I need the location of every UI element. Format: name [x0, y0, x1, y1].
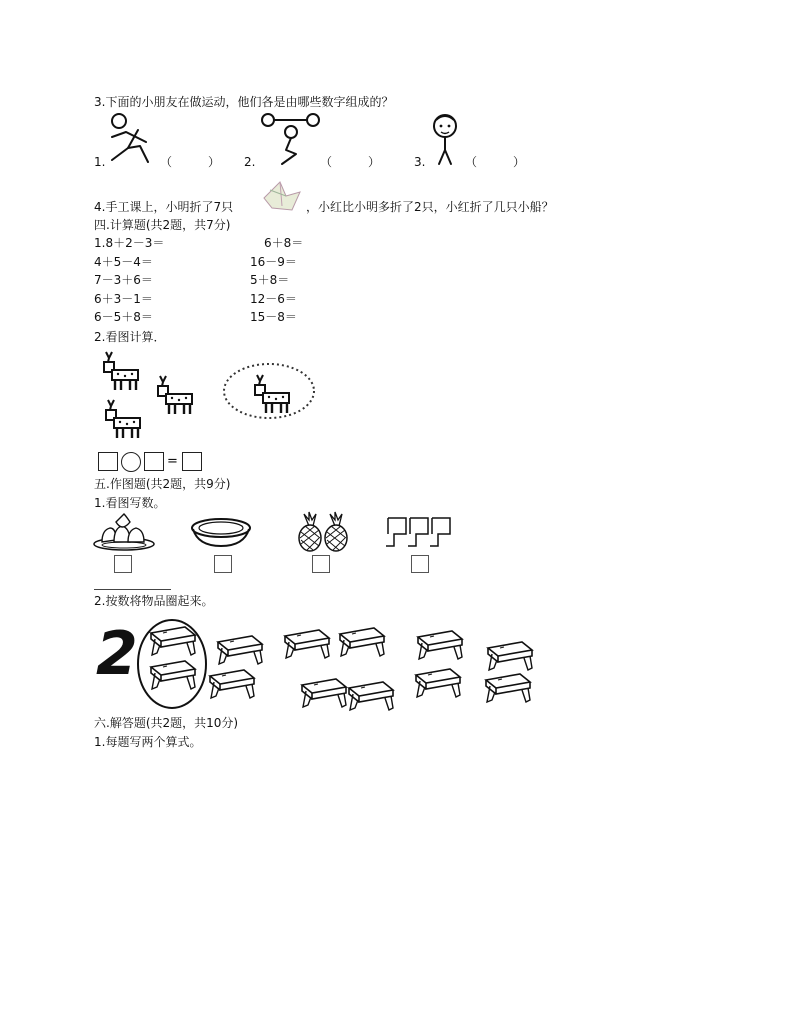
q3-label-3: 3.	[414, 155, 426, 169]
q6-1-text: 1.每题写两个算式。	[94, 735, 202, 749]
q5-1-text: 1.看图写数。	[94, 496, 166, 510]
write-number-box-1[interactable]	[114, 555, 132, 573]
look-calc-title: 2.看图计算．	[94, 330, 166, 344]
calc-left-2: 4＋5－4＝	[94, 255, 153, 269]
stick-figure-lifter-icon	[260, 112, 322, 168]
divider-line	[94, 589, 171, 590]
stick-figure-runner-icon	[108, 112, 158, 168]
write-number-box-4[interactable]	[411, 555, 429, 573]
calc-left-1: 1.8＋2－3＝	[94, 236, 165, 250]
stick-figure-boy-icon	[428, 112, 462, 168]
table-icon	[345, 680, 395, 714]
q3-answer-1[interactable]: （ ）	[160, 155, 221, 169]
table-icon	[336, 626, 386, 660]
calc-right-2: 16－9＝	[250, 255, 297, 269]
q3-text: 3.下面的小朋友在做运动，他们各是由哪些数字组成的？	[94, 95, 394, 109]
calc-left-3: 7－3＋6＝	[94, 273, 153, 287]
write-number-box-2[interactable]	[214, 555, 232, 573]
table-icon	[214, 634, 264, 668]
q4-text-after: ，小红比小明多折了2只，小红折了几只小船？	[306, 200, 554, 214]
q3-answer-2[interactable]: （ ）	[320, 155, 381, 169]
pineapple-icon	[296, 512, 350, 552]
q3-label-1: 1.	[94, 155, 106, 169]
section4-title: 四.计算题(共2题，共7分)	[94, 218, 231, 232]
q3-answer-3[interactable]: （ ）	[465, 155, 526, 169]
deer-icon	[100, 398, 146, 440]
deer-icon	[98, 350, 144, 392]
peach-plate-icon	[92, 512, 156, 552]
table-icon	[147, 625, 197, 659]
section6-title: 六.解答题(共2题，共10分)	[94, 716, 239, 730]
answer-box-1[interactable]	[98, 452, 118, 471]
calc-right-1: 6＋8＝	[264, 236, 304, 250]
table-icon	[281, 628, 331, 662]
table-icon	[484, 640, 534, 674]
paper-boat-icon	[262, 178, 302, 214]
q5-2-text: 2.按数将物品圈起来。	[94, 594, 214, 608]
calc-left-5: 6－5＋8＝	[94, 310, 153, 324]
table-icon	[412, 667, 462, 701]
calc-left-4: 6＋3－1＝	[94, 292, 153, 306]
table-icon	[414, 629, 464, 663]
cup-icon	[380, 516, 460, 550]
empty-bowl-icon	[190, 516, 252, 552]
calc-right-5: 15－8＝	[250, 310, 297, 324]
table-icon	[206, 668, 256, 702]
section5-title: 五.作图题(共2题，共9分)	[94, 477, 231, 491]
q4-text-before: 4.手工课上，小明折了7只	[94, 200, 234, 214]
circle-number: 2	[96, 619, 138, 689]
answer-box-2[interactable]	[144, 452, 164, 471]
write-number-box-3[interactable]	[312, 555, 330, 573]
operator-circle[interactable]	[121, 452, 141, 472]
deer-icon	[152, 374, 198, 416]
q3-label-2: 2.	[244, 155, 256, 169]
table-icon	[147, 659, 197, 693]
table-icon	[482, 672, 532, 706]
calc-right-4: 12－6＝	[250, 292, 297, 306]
calc-right-3: 5＋8＝	[250, 273, 290, 287]
equals-sign: =	[167, 454, 178, 469]
deer-icon	[249, 373, 295, 415]
table-icon	[298, 677, 348, 711]
answer-box-3[interactable]	[182, 452, 202, 471]
